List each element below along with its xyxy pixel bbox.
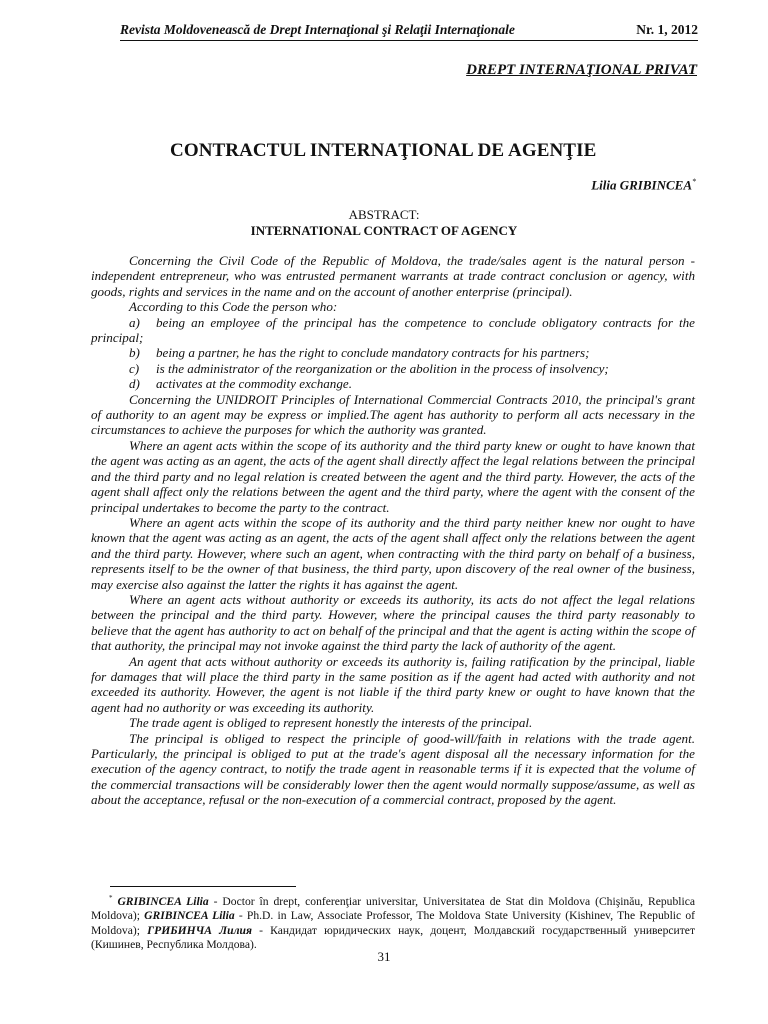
footnote-mark: *: [109, 894, 113, 902]
paragraph: Where an agent acts without authority or exceeds its authority, its acts do not affect the legal relations between the principal and the third party. However, where the principal causes the third party reasonably to believe that the agent has authority to act on behalf of the principal and that the agent is acting within the scope of that authority, the principal may not invoke against the third party the lack of authority of the agent.: [91, 591, 695, 654]
footnote: [91, 891, 695, 953]
footnote-affiliation-ro: - Doctor în drept, conferenţiar universitar, Universitatea de Stat din Moldova (Chişinău, Republica Moldova);: [91, 894, 696, 923]
author-footnote-mark: *: [692, 177, 696, 186]
paragraph: An agent that acts without authority or exceeds its authority is, failing ratification by the principal, liable for damages that will place the third party in the same position as if the agent had acted with authority and not exceeded its authority. However, the agent is not liable if the third party knew or ought to have known that the agent had no authority or was exceeding its authority.: [91, 653, 695, 715]
header-rule: [120, 40, 698, 41]
section-heading: DREPT INTERNAŢIONAL PRIVAT: [466, 62, 697, 78]
abstract-body: [91, 253, 695, 808]
paragraph: Concerning the Civil Code of the Republic of Moldova, the trade/sales agent is the natural person - independent entrepreneur, who was entrusted permanent warrants at trade contract conclusion or agency, with goods, rights and services in the name and on the account of another enterprise (principal).: [91, 253, 695, 299]
list-item-text: being an employee of the principal has the competence to conclude obligatory contracts for the principal;: [91, 314, 695, 346]
author-line: [591, 177, 696, 193]
page-number: 31: [377, 949, 391, 964]
paragraph: The principal is obliged to respect the principle of good-will/faith in relations with the trade agent. Particularly, the principal is obliged to put at the trade's agent disposal all the necessary information for the execution of the agency contract, to notify the trade agent in reasonable terms if it is expected that the volume of the commercial transactions will be considerably lower then the agent would normally suppose/assume, as well as about the acceptance, refusal or the non-execution of a commercial contract, proposed by the agent.: [91, 730, 695, 808]
author-name: Lilia GRIBINCEA: [591, 177, 692, 193]
paragraph: The trade agent is obliged to represent honestly the interests of the principal.: [129, 715, 533, 731]
list-item-text: activates at the commodity exchange.: [156, 376, 352, 392]
list-item-label: b): [129, 345, 140, 361]
list-item: [91, 345, 695, 360]
article-title: CONTRACTUL INTERNAŢIONAL DE AGENŢIE: [170, 140, 597, 161]
running-header: [120, 22, 698, 42]
footnote-name-en: GRIBINCEA Lilia: [144, 909, 235, 923]
journal-title: Revista Moldovenească de Drept Internaţional şi Relaţii Internaţionale: [120, 22, 515, 37]
issue-number: Nr. 1, 2012: [636, 22, 698, 37]
paragraph: Where an agent acts within the scope of its authority and the third party neither knew nor ought to have known that the agent was acting as an agent, the acts of the agent shall affect only the relations between the agent and the third party. However, where such an agent, when contracting with the third party on behalf of a business, represents itself to be the owner of that business, the third party, upon discovery of the real owner of the business, may exercise also against the latter the rights it has against the agent.: [91, 514, 695, 592]
footnote-affiliation-ru: - Кандидат юридических наук, доцент, Молдавский государственный университет (Кишинев, Республика Молдова).: [91, 923, 696, 952]
list-item-label: c): [129, 360, 140, 376]
list-item: [91, 361, 695, 376]
paragraph: According to this Code the person who:: [129, 299, 338, 315]
list-item: [91, 315, 695, 346]
list-item-text: being a partner, he has the right to conclude mandatory contracts for his partners;: [156, 345, 590, 361]
list-item-label: a): [129, 314, 140, 330]
list-item-label: d): [129, 376, 140, 392]
list-item: [91, 376, 695, 391]
paragraph: Concerning the UNIDROIT Principles of International Commercial Contracts 2010, the principal's grant of authority to an agent may be express or implied.The agent has authority to perform all acts necessary in the circumstances to achieve the purposes for which the authority was granted.: [91, 391, 695, 438]
footnote-rule: [110, 886, 296, 887]
abstract-title: INTERNATIONAL CONTRACT OF AGENCY: [250, 223, 518, 238]
footnote-text: [91, 891, 695, 953]
abstract-label: ABSTRACT:: [348, 207, 420, 222]
footnote-name-ro: GRIBINCEA Lilia: [117, 894, 209, 908]
footnote-affiliation-en: - Ph.D. in Law, Associate Professor, The Moldova State University (Kishinev, The Republic of Moldova);: [91, 909, 696, 937]
paragraph: Where an agent acts within the scope of its authority and the third party knew or ought to have known that the agent was acting as an agent, the acts of the agent shall directly affect the legal relations between the principal and the third party and no legal relation is created between the agent and the third party. However, the acts of the agent shall affect only the relations between the agent and the third party, where the agent with the consent of the principal undertakes to become the party to the contract.: [91, 437, 695, 515]
list-item-text: is the administrator of the reorganization or the abolition in the process of insolvency;: [156, 360, 609, 376]
footnote-name-ru: ГРИБИНЧА Лилия: [147, 923, 252, 937]
